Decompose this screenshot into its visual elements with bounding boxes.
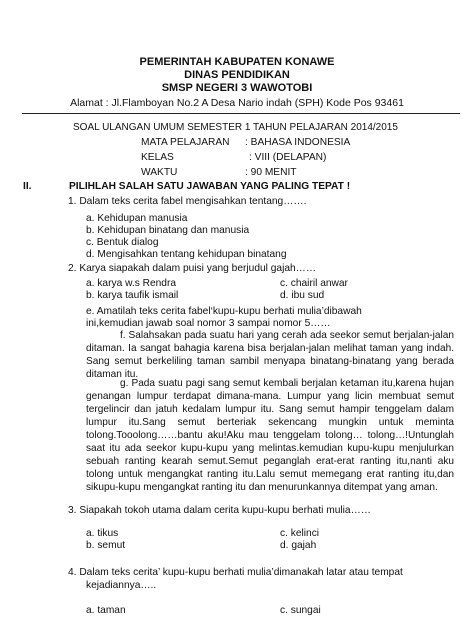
class-value: : VIII (DELAPAN) [249, 152, 327, 163]
class-label: KELAS [141, 152, 174, 163]
q1-option-a: a. Kehidupan manusia [86, 213, 188, 224]
letterhead-address: Alamat : Jl.Flamboyan No.2 A Desa Nario indah (SPH) Kode Pos 93461 [70, 97, 404, 109]
exam-title: SOAL ULANGAN UMUM SEMESTER 1 TAHUN PELAJARAN 2014/2015 [73, 122, 398, 133]
section-number: II. [23, 181, 32, 192]
q3-option-d: d. gajah [280, 540, 317, 551]
question-4-line1: 4. Dalam teks cerita’ kupu-kupu berhati mulia’dimanakah latar atau tempat [68, 567, 403, 578]
q2-option-b: b. karya taufik ismail [86, 290, 179, 301]
q4-option-c: c. sungai [280, 605, 321, 616]
q1-option-b: b. Kehidupan binatang dan manusia [86, 225, 250, 236]
q2-option-a: a. karya w.s Rendra [86, 278, 177, 289]
q2-option-d: d. ibu sud [280, 290, 325, 301]
subject-value: : BAHASA INDONESIA [245, 137, 351, 148]
question-4-line2: kejadiannya….. [86, 580, 157, 591]
q3-option-c: c. kelinci [280, 528, 320, 539]
question-1: 1. Dalam teks cerita fabel mengisahkan tentang……. [68, 196, 307, 207]
time-value: : 90 MENIT [245, 167, 297, 178]
letterhead-school: SMSP NEGERI 3 WAWOTOBI [161, 82, 313, 94]
passage-paragraph-g: g. Pada suatu pagi sang semut kembali berjalan ketaman itu,karena hujan genangan lumpur terdapat dimana-mana. Lumpur yang licin membuat semut tergelincir dan jatuh kedalam lumpur itu. Sang semut hampir tenggelam dalam lumpur itu.Sang semut berteriak sekencang mungkin untuk meminta tolong.Tooolong……bantu aku!Aku mau tenggelam tolong… tolong…!Untunglah saat itu ada seekor kupu-kupu yang melintas.kemudian kupu-kupu menjulurkan sebuah ranting kearah semut.Semut peganglah erat-erat ranting itu,nanti aku tolong untuk mengangkat ranting itu.Lalu semut memegang erat ranting itu,dan sikupu-kupu mengangkat ranting itu dan menurunkannya ditempat yang aman. [86, 378, 454, 493]
q3-option-a: a. tikus [86, 528, 119, 539]
question-2: 2. Karya siapakah dalam puisi yang berjudul gajah…… [68, 263, 317, 274]
passage-intro-line2: ini,kemudian jawab soal nomor 3 sampai nomor 5…… [86, 318, 331, 329]
q1-option-d: d. Mengisahkan tentang kehidupan binatang [86, 249, 287, 260]
question-3: 3. Siapakah tokoh utama dalam cerita kupu-kupu berhati mulia…… [68, 505, 371, 516]
section-instruction: PILIHLAH SALAH SATU JAWABAN YANG PALING TEPAT ! [69, 181, 351, 192]
q3-option-b: b. semut [86, 540, 126, 551]
letterhead-department: DINAS PENDIDIKAN [184, 69, 290, 81]
q2-option-c: c. chairil anwar [280, 278, 348, 289]
q1-option-c: c. Bentuk dialog [86, 237, 159, 248]
letterhead-government: PEMERINTAH KABUPATEN KONAWE [139, 56, 335, 68]
subject-label: MATA PELAJARAN [141, 137, 230, 148]
time-label: WAKTU [141, 167, 178, 178]
letterhead-divider [22, 113, 460, 114]
passage-intro-line1: e. Amatilah teks cerita fabel‘kupu-kupu berhati mulia’dibawah [86, 306, 362, 317]
q4-option-a: a. taman [86, 605, 126, 616]
passage-paragraph-f: f. Salahsakan pada suatu hari yang cerah ada seekor semut berjalan-jalan ditaman. Ia sangat bahagia karena bisa berjalan-jalan melihat taman yang indah. Sang semut berkeliling taman sambil menyapa binatang-binatang yang berada ditaman itu. [86, 330, 454, 380]
